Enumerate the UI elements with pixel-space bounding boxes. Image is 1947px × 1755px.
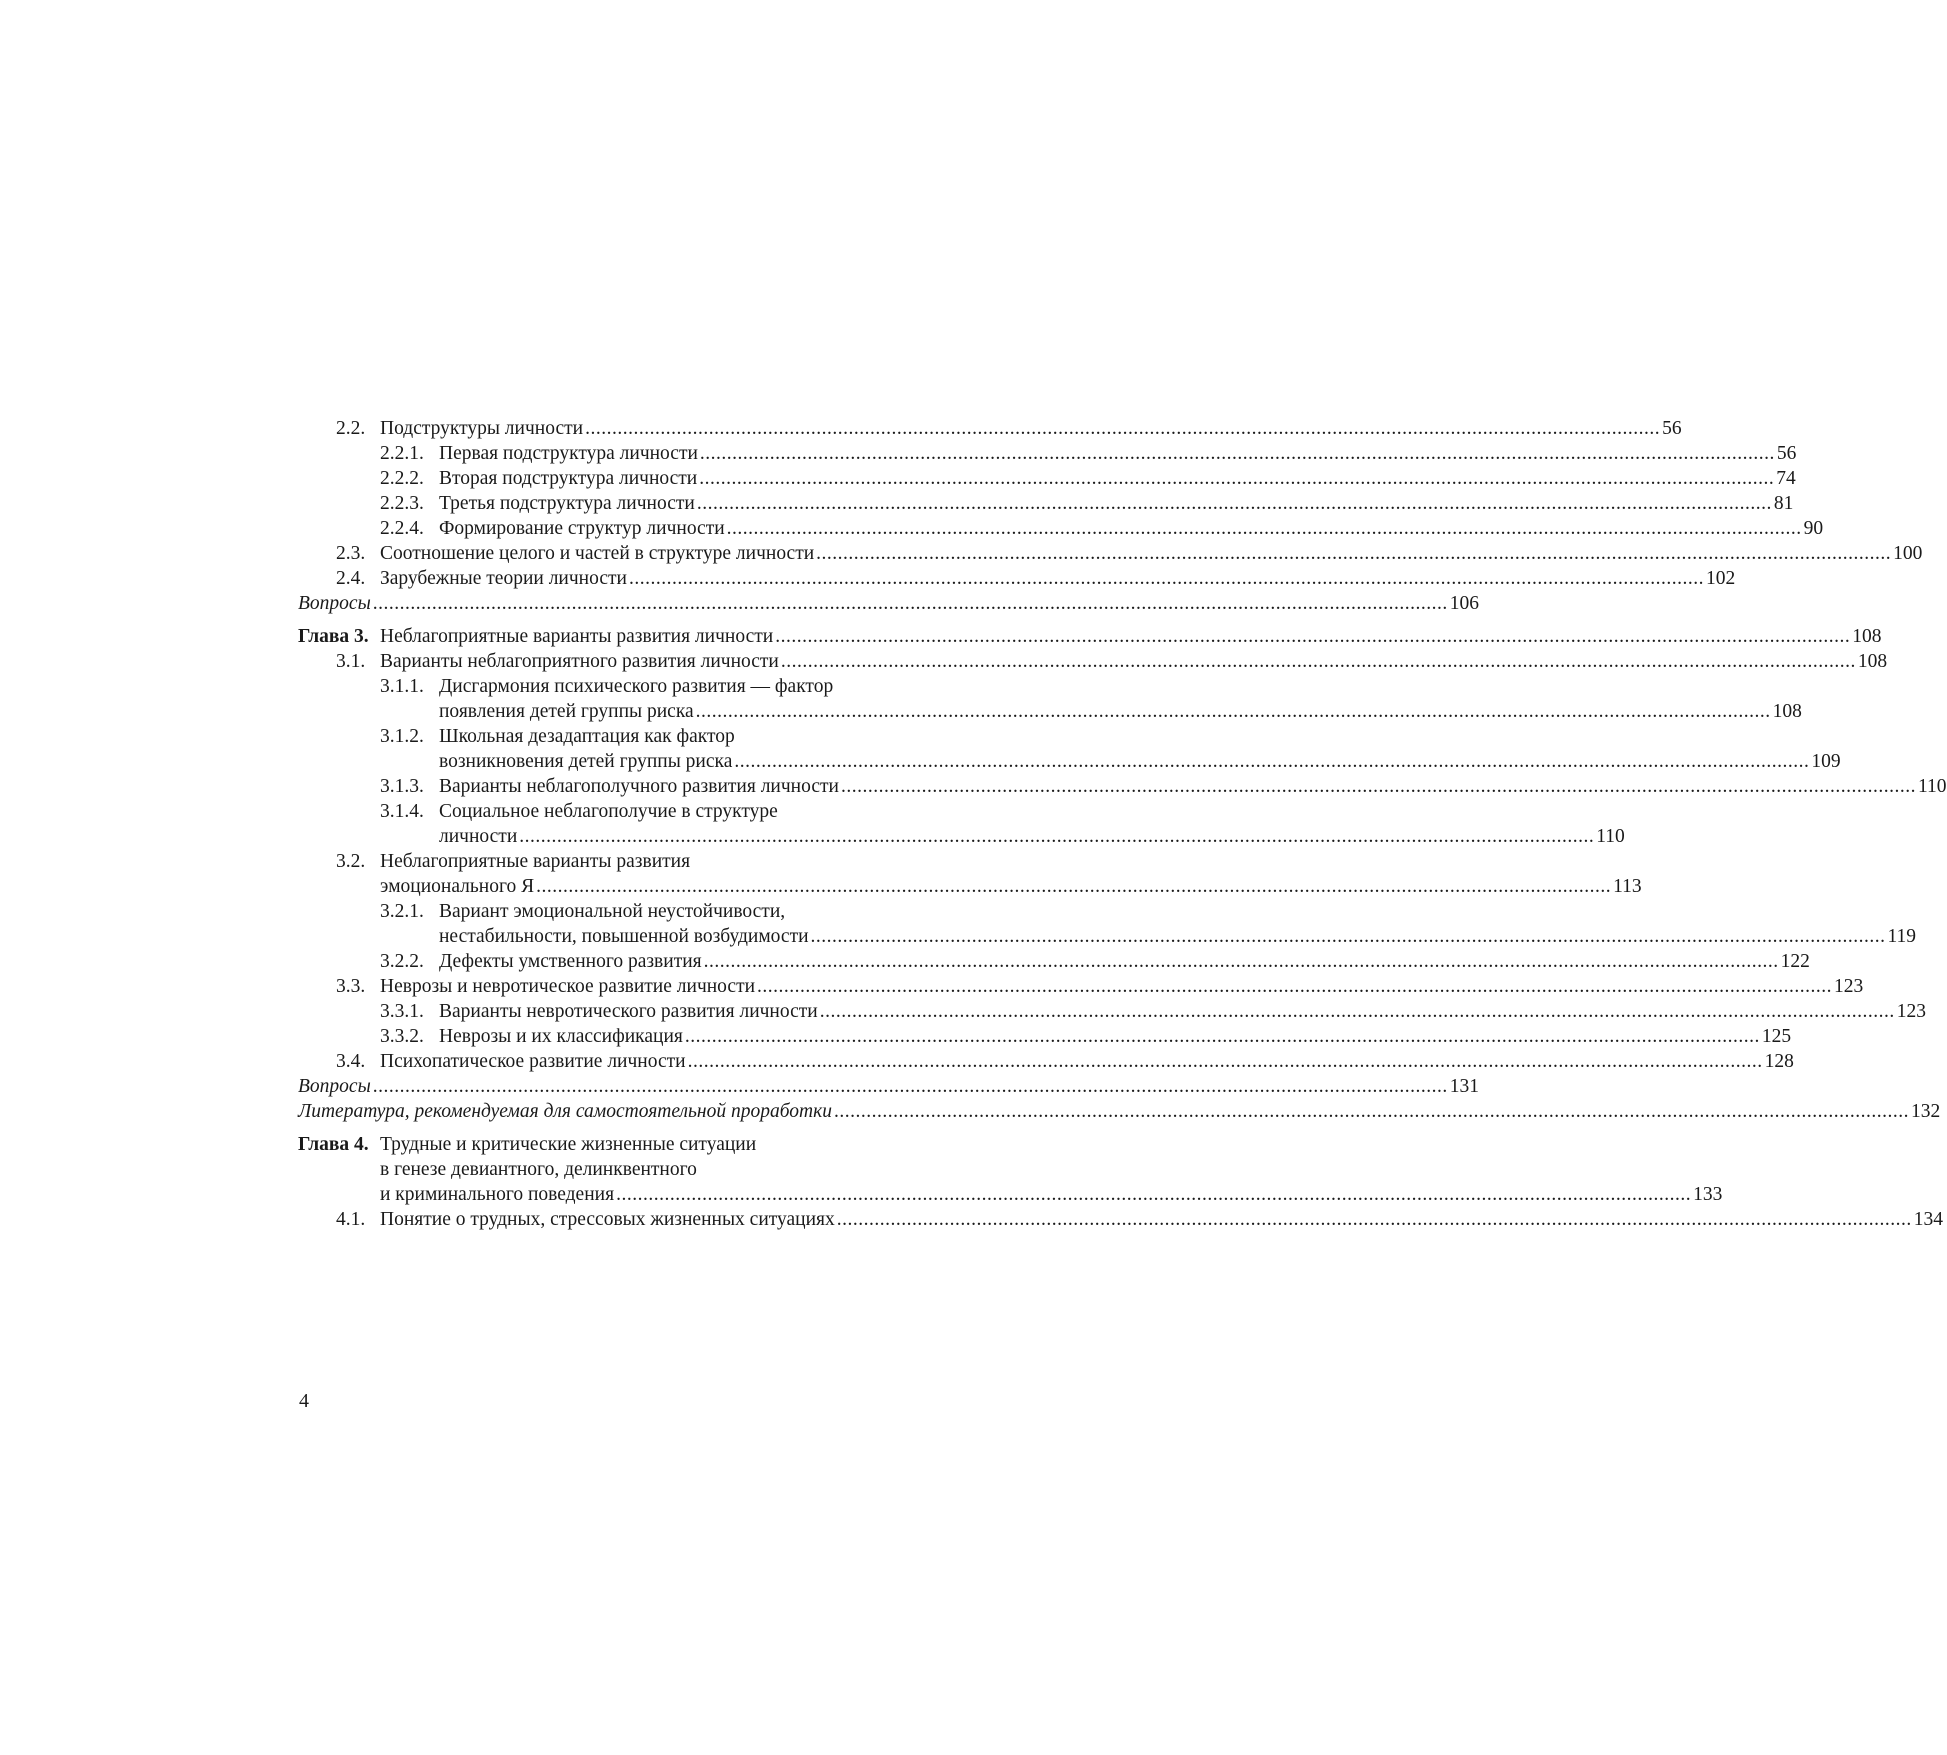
toc-number: 2.2. bbox=[336, 418, 366, 439]
toc-entry bbox=[298, 1024, 1792, 1049]
toc-entry bbox=[298, 999, 1926, 1024]
toc-entry bbox=[298, 799, 1625, 849]
toc-page: 113 bbox=[1613, 876, 1642, 897]
toc-page: 108 bbox=[1852, 626, 1882, 647]
toc-title: Понятие о трудных, стрессовых жизненных ситуациях bbox=[380, 1209, 835, 1230]
leader-dots: ........................................................................................................................................................................................................ bbox=[757, 976, 1833, 997]
leader-dots: ........................................................................................................................................................................................................ bbox=[372, 1076, 1448, 1097]
toc-number: 3.1.4. bbox=[380, 801, 424, 822]
toc-page: 131 bbox=[1449, 1076, 1480, 1097]
toc-page: 110 bbox=[1917, 776, 1947, 797]
toc-page: 110 bbox=[1596, 826, 1625, 847]
leader-dots: ........................................................................................................................................................................................................ bbox=[819, 1001, 1895, 1022]
toc-page: 90 bbox=[1803, 518, 1824, 539]
toc-title: Первая подструктура личности bbox=[439, 443, 698, 464]
toc-entry bbox=[298, 541, 1923, 566]
toc-page: 102 bbox=[1705, 568, 1736, 589]
toc-chapter bbox=[298, 624, 1882, 649]
leader-dots: ........................................................................................................................................................................................................ bbox=[833, 1101, 1909, 1122]
toc-title-continued: в генезе девиантного, делинквентного bbox=[380, 1159, 697, 1180]
toc-page: 108 bbox=[1857, 651, 1888, 672]
leader-dots: ........................................................................................................................................................................................................ bbox=[775, 626, 1851, 647]
toc-title: Варианты невротического развития личности bbox=[439, 1001, 818, 1022]
toc-number: 2.3. bbox=[336, 543, 366, 564]
toc-title-continued: нестабильности, повышенной возбудимости bbox=[439, 926, 809, 947]
toc-entry bbox=[298, 566, 1736, 591]
toc-page: 132 bbox=[1910, 1101, 1941, 1122]
toc-entry bbox=[298, 491, 1794, 516]
toc-number: 4.1. bbox=[336, 1209, 366, 1230]
toc-title: Дисгармония психического развития — фактор bbox=[439, 676, 834, 697]
toc-title: Варианты неблагоприятного развития личности bbox=[380, 651, 779, 672]
leader-dots: ........................................................................................................................................................................................................ bbox=[628, 568, 1704, 589]
toc-page: 56 bbox=[1776, 443, 1797, 464]
table-of-contents bbox=[298, 416, 1947, 1232]
leader-dots: ........................................................................................................................................................................................................ bbox=[816, 543, 1892, 564]
leader-dots: ........................................................................................................................................................................................................ bbox=[734, 751, 1810, 772]
toc-chapter bbox=[298, 1132, 1723, 1207]
toc-entry bbox=[298, 1049, 1794, 1074]
leader-dots: ........................................................................................................................................................................................................ bbox=[616, 1184, 1692, 1205]
toc-page: 133 bbox=[1693, 1184, 1723, 1205]
toc-title: Соотношение целого и частей в структуре личности bbox=[380, 543, 815, 564]
toc-page: 119 bbox=[1887, 926, 1917, 947]
toc-page: 74 bbox=[1776, 468, 1796, 489]
toc-title: Зарубежные теории личности bbox=[380, 568, 627, 589]
toc-page: 100 bbox=[1893, 543, 1923, 564]
toc-entry bbox=[298, 441, 1797, 466]
leader-dots: ........................................................................................................................................................................................................ bbox=[699, 468, 1775, 489]
toc-number: 2.2.3. bbox=[380, 493, 424, 514]
toc-entry bbox=[298, 466, 1796, 491]
toc-title: Школьная дезадаптация как фактор bbox=[439, 726, 735, 747]
toc-title: Психопатическое развитие личности bbox=[380, 1051, 686, 1072]
toc-title: Формирование структур личности bbox=[439, 518, 725, 539]
toc-number: 3.2.1. bbox=[380, 901, 424, 922]
leader-dots: ........................................................................................................................................................................................................ bbox=[699, 443, 1775, 464]
toc-number: 3.3.1. bbox=[380, 1001, 424, 1022]
leader-dots: ........................................................................................................................................................................................................ bbox=[780, 651, 1856, 672]
toc-entry bbox=[298, 849, 1642, 899]
toc-entry bbox=[298, 724, 1841, 774]
leader-dots: ........................................................................................................................................................................................................ bbox=[536, 876, 1612, 897]
toc-number: 2.2.1. bbox=[380, 443, 424, 464]
toc-number: 3.3. bbox=[336, 976, 366, 997]
toc-page: 125 bbox=[1761, 1026, 1792, 1047]
toc-number: 3.2. bbox=[336, 851, 366, 872]
toc-page: 122 bbox=[1780, 951, 1810, 972]
leader-dots: ........................................................................................................................................................................................................ bbox=[840, 776, 1916, 797]
toc-number: 3.4. bbox=[336, 1051, 366, 1072]
toc-entry bbox=[298, 899, 1917, 949]
toc-chapter-number: Глава 3. bbox=[298, 626, 369, 647]
leader-dots: ........................................................................................................................................................................................................ bbox=[372, 593, 1448, 614]
toc-page: 123 bbox=[1896, 1001, 1926, 1022]
toc-title-continued: эмоционального Я bbox=[380, 876, 535, 897]
toc-title-continued: и криминального поведения bbox=[380, 1184, 615, 1205]
toc-title: Третья подструктура личности bbox=[439, 493, 695, 514]
leader-dots: ........................................................................................................................................................................................................ bbox=[836, 1209, 1912, 1230]
toc-page: 134 bbox=[1913, 1209, 1944, 1230]
toc-number: 2.2.4. bbox=[380, 518, 424, 539]
toc-number: 2.4. bbox=[336, 568, 366, 589]
leader-dots: ........................................................................................................................................................................................................ bbox=[695, 701, 1771, 722]
toc-entry bbox=[298, 1207, 1944, 1232]
toc-title: Неврозы и невротическое развитие личности bbox=[380, 976, 756, 997]
leader-dots: ........................................................................................................................................................................................................ bbox=[703, 951, 1779, 972]
toc-title-continued: появления детей группы риска bbox=[439, 701, 694, 722]
leader-dots: ........................................................................................................................................................................................................ bbox=[726, 518, 1802, 539]
toc-number: 3.1.2. bbox=[380, 726, 424, 747]
toc-title-continued: возникновения детей группы риска bbox=[439, 751, 733, 772]
leader-dots: ........................................................................................................................................................................................................ bbox=[585, 418, 1661, 439]
toc-number: 3.2.2. bbox=[380, 951, 424, 972]
toc-title: Трудные и критические жизненные ситуации bbox=[380, 1134, 757, 1155]
toc-number: 3.3.2. bbox=[380, 1026, 424, 1047]
toc-page: 108 bbox=[1772, 701, 1802, 722]
toc-entry bbox=[298, 516, 1824, 541]
toc-entry bbox=[298, 774, 1947, 799]
toc-title: Вопросы bbox=[298, 593, 371, 614]
toc-title: Неблагоприятные варианты развития личности bbox=[380, 626, 774, 647]
toc-title: Социальное неблагополучие в структуре bbox=[439, 801, 778, 822]
toc-number: 3.1.1. bbox=[380, 676, 424, 697]
toc-entry bbox=[298, 674, 1802, 724]
toc-title: Вторая подструктура личности bbox=[439, 468, 698, 489]
toc-page: 56 bbox=[1662, 418, 1682, 439]
leader-dots: ........................................................................................................................................................................................................ bbox=[519, 826, 1595, 847]
leader-dots: ........................................................................................................................................................................................................ bbox=[687, 1051, 1763, 1072]
toc-number: 3.1. bbox=[336, 651, 366, 672]
leader-dots: ........................................................................................................................................................................................................ bbox=[696, 493, 1772, 514]
toc-number: 3.1.3. bbox=[380, 776, 424, 797]
toc-entry bbox=[298, 949, 1810, 974]
toc-title: Вариант эмоциональной неустойчивости, bbox=[439, 901, 786, 922]
toc-chapter-number: Глава 4. bbox=[298, 1134, 369, 1155]
toc-entry-questions bbox=[298, 1074, 1480, 1099]
toc-page: 128 bbox=[1764, 1051, 1794, 1072]
toc-title: Дефекты умственного развития bbox=[439, 951, 702, 972]
toc-page: 123 bbox=[1834, 976, 1864, 997]
toc-entry-literature bbox=[298, 1099, 1941, 1124]
leader-dots: ........................................................................................................................................................................................................ bbox=[810, 926, 1886, 947]
toc-title: Вопросы bbox=[298, 1076, 371, 1097]
toc-entry bbox=[298, 649, 1888, 674]
page-number: 4 bbox=[299, 1390, 309, 1412]
toc-entry bbox=[298, 974, 1864, 999]
toc-page: 109 bbox=[1811, 751, 1841, 772]
toc-number: 2.2.2. bbox=[380, 468, 424, 489]
toc-title: Неблагоприятные варианты развития bbox=[380, 851, 691, 872]
toc-title: Неврозы и их классификация bbox=[439, 1026, 683, 1047]
toc-title: Литература, рекомендуемая для самостоятельной проработки bbox=[298, 1101, 832, 1122]
toc-page: 81 bbox=[1773, 493, 1794, 514]
leader-dots: ........................................................................................................................................................................................................ bbox=[684, 1026, 1760, 1047]
toc-title-continued: личности bbox=[439, 826, 518, 847]
toc-entry-questions bbox=[298, 591, 1480, 616]
toc-entry bbox=[298, 416, 1682, 441]
toc-page: 106 bbox=[1449, 593, 1480, 614]
toc-title: Варианты неблагополучного развития личности bbox=[439, 776, 839, 797]
toc-title: Подструктуры личности bbox=[380, 418, 584, 439]
